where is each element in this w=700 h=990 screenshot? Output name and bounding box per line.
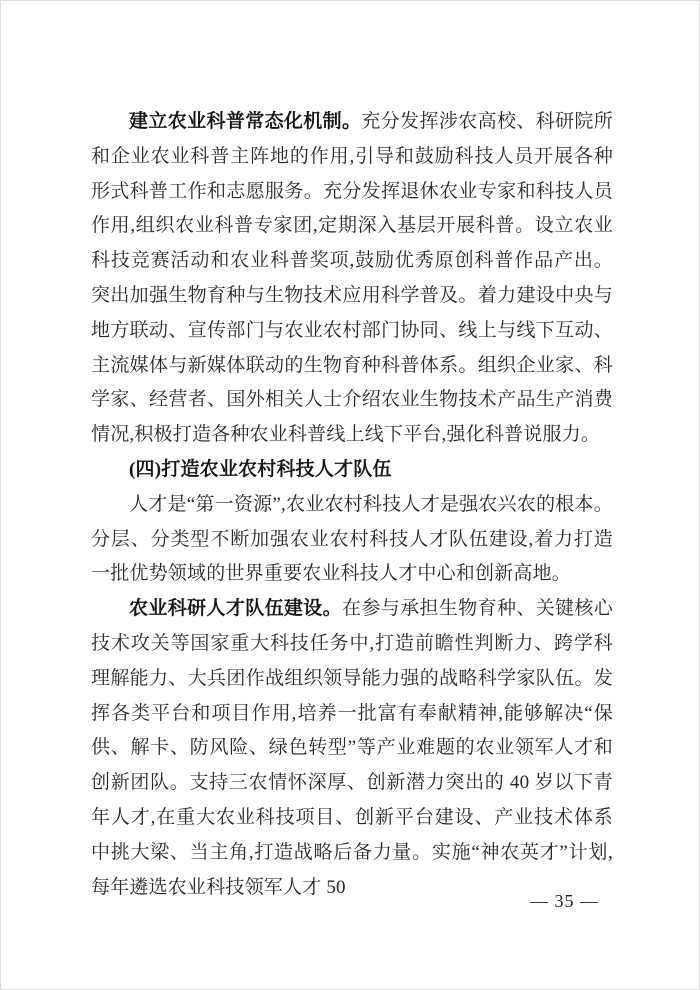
page-body — [91, 105, 613, 905]
paragraph-lead-bold-research-talent: 农业科研人才队伍建设。 — [129, 598, 343, 620]
paragraph-body-science-popularization: 充分发挥涉农高校、科研院所和企业农业科普主阵地的作用,引导和鼓励科技人员开展各种形式科普工作和志愿服务。充分发挥退休农业专家和科技人员作用,组织农业科普专家团,定期深入基层开展科普。设立农业科技竞赛活动和农业科普奖项,鼓励优秀原创科普作品产出。突出加强生物育种与生物技术应用科学普及。着力建设中央与地方联动、宣传部门与农业农村部门协同、线上与线下互动、主流媒体与新媒体联动的生物育种科普体系。组织企业家、科学家、经营者、国外相关人士介绍农业生物技术产品生产消费情况,积极打造各种农业科普线上线下平台,强化科普说服力。 — [91, 111, 613, 446]
page-number: — 35 — — [530, 891, 599, 911]
paragraph-lead-bold-science-popularization: 建立农业科普常态化机制。 — [129, 111, 362, 132]
paragraph-science-popularization-mechanism — [91, 105, 613, 453]
section-heading-talent-team: (四)打造农业农村科技人才队伍 — [129, 458, 392, 480]
paragraph-talent-first-resource: 人才是“第一资源”,农业农村科技人才是强农兴农的根本。分层、分类型不断加强农业农村科技人才队伍建设,着力打造一批优势领域的世界重要农业科技人才中心和创新高地。 — [91, 493, 613, 585]
paragraph-body-research-talent: 在参与承担生物育种、关键核心技术攻关等国家重大科技任务中,打造前瞻性判断力、跨学科理解能力、大兵团作战组织领导能力强的战略科学家队伍。发挥各类平台和项目作用,培养一批富有奉献精神,能够解决“保供、解卡、防风险、绿色转型”等产业难题的农业领军人才和创新团队。支持三农情怀深厚、创新潜力突出的 40 岁以下青年人才,在重大农业科技项目、创新平台建设、产业技术体系中挑大梁、当主角,打造战略后备力量。实施“神农英才”计划,每年遴选农业科技领军人才 50 — [91, 598, 613, 898]
paragraph-research-talent-team — [91, 592, 613, 905]
